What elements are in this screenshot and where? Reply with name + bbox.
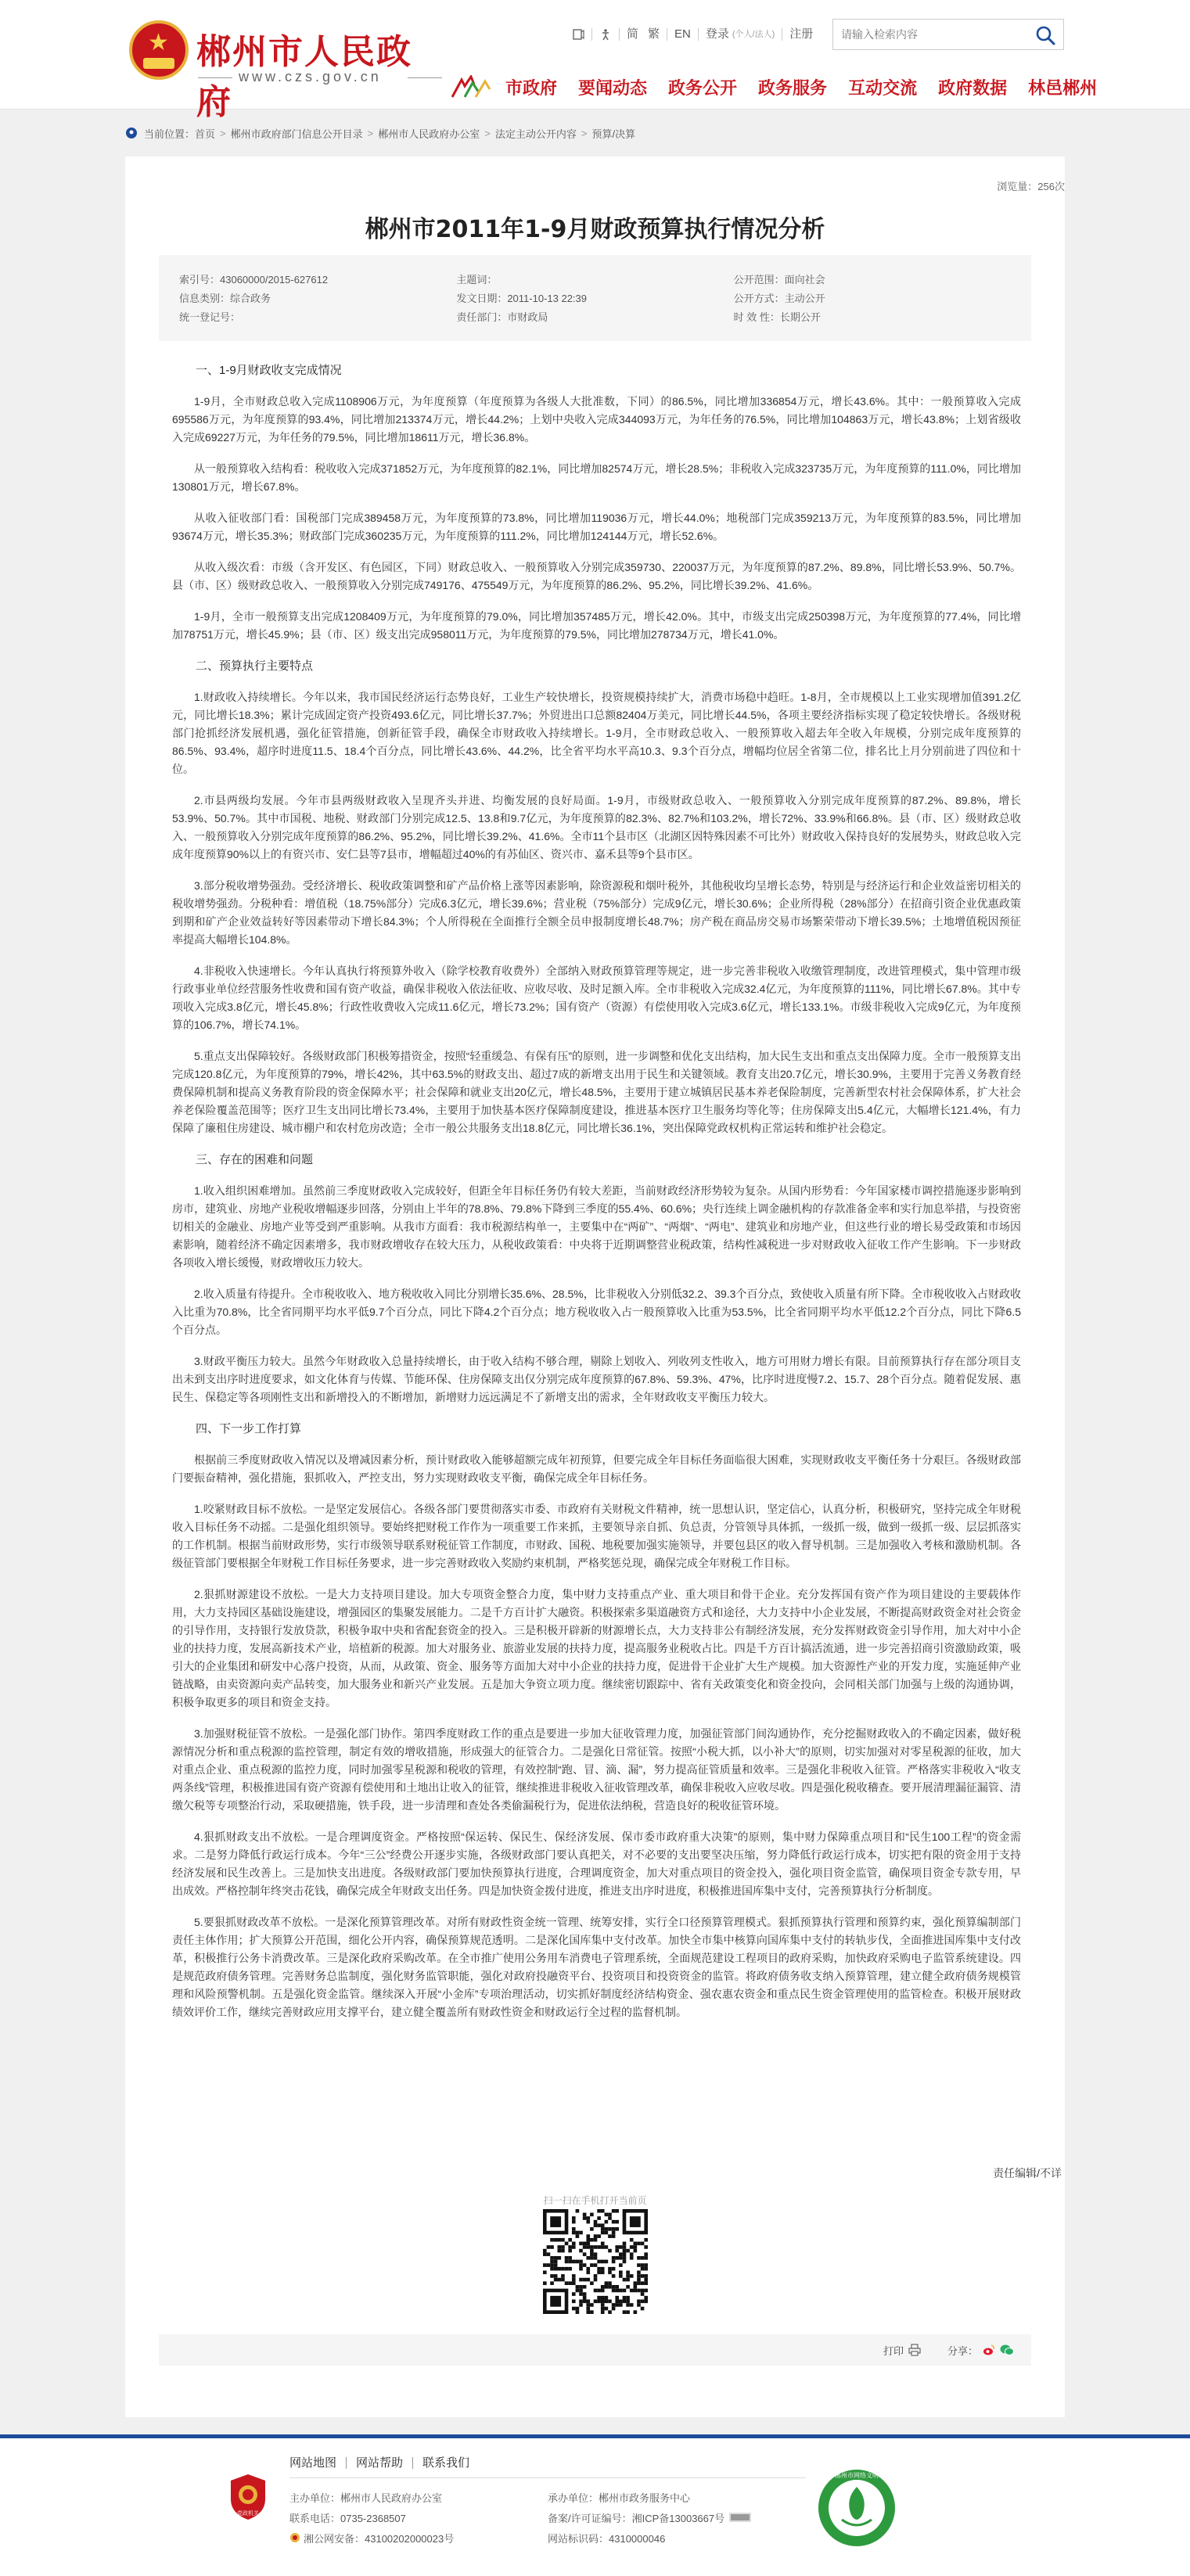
- nav-news[interactable]: 要闻动态: [578, 77, 648, 98]
- body-paragraph: 5.要狠抓财政改革不放松。一是深化预算管理改革。对所有财政性资金统一管理、统筹安排，实行全口径预算管理模式。狠抓预算执行管理和预算约束，强化预算编制部门责任主体作用；扩大预算公开范围，细化公开内容，确保预算规范透明。二是深化国库集中支付改革。加快全市集中核算向国库集中支付的转轨步伐，全面推进国库集中支付改革，积极推行公务卡消费改革。三是深化政府采购改革。在全市推广使用公务用车消费电子管理系统，全面规范建设工程项目的政府采购，加快政府采购电子监管系统建设。四是规范政府债务管理。完善财务总监制度，强化财务监管职能，强化对政府投融资平台、投资项目和投资资金的监管。将政府债务收支纳入预算管理，建立健全政府债务规模管理和风险预警机制。五是强化资金监管。继续深入开展“小金库”专项治理活动，切实抓好制度经济结构资金、强农惠农资金和重点民生资金管理使用的监管检查。积极开展财政绩效评价工作，继续完善财政应用支撑平台，建立健全覆盖所有财政性资金和财政运行全过程的监督机制。: [172, 1916, 1021, 2018]
- national-emblem-icon: [129, 20, 189, 80]
- nav-city-government[interactable]: 市政府: [505, 77, 558, 98]
- nav-government-data[interactable]: 政府数据: [938, 77, 1008, 98]
- share-label: 分享：: [947, 2344, 978, 2357]
- breadcrumb-label: 当前位置：: [144, 128, 196, 140]
- section-heading: 一、1-9月财政收支完成情况: [196, 364, 342, 377]
- article-card: [125, 156, 1065, 2417]
- body-paragraph: 3.加强财税征管不放松。一是强化部门协作。第四季度财政工作的重点是要进一步加大征收管理力度，加强征管部门间沟通协作，充分挖掘财政收入的不确定因素，做好税源情况分析和重点税源的监控管理，制定有效的增收措施，形成强大的征管合力。二是强化日常征管。按照“小税大抓，以小补大”的原则，切实加强对对零星税源的征收，加大对重点企业、重点税源的监控力度，同时加强零星税源和税收的管理，有效控制“跑、冒、滴、漏”，努力提高征管质量和效率。三是强化非税收入征管。严格落实非税收入“收支两条线”管理，积极推进国有资产资源有偿使用和土地出让收入的征管，继续推进非税收入征收管理改革，确保非税收入应收尽收。四是强化税收稽查。要开展清理漏征漏管、清缴欠税等专项整治行动，采取硬措施，铁手段，进一步清理和查处各类偷漏税行为，促进依法纳税，营造良好的税收征管环境。: [172, 1727, 1021, 1812]
- body-paragraph: 2.狠抓财源建设不放松。一是大力支持项目建设。加大专项资金整合力度，集中财力支持重点产业、重大项目和骨干企业。充分发挥国有资产作为项目建设的主要载体作用，大力支持园区基础设施建设，增强园区的集聚发展能力。二是千方百计扩大融资。积极探索多渠道融资方式和途径，大力支持中小企业发展，不断提高财政资金对社会资金的引导作用，支持银行发放贷款，积极争取中央和省配套资金的投入。三是积极开辟新的财源增长点，大力支持非公有制经济发展，充分发挥财政资金引导作用，加大对中小企业的扶持力度，发展高新技术产业，培植新的税源。加大对服务业、旅游业发展的扶持力度，提高服务业税收占比。四是千方百计搞活流通，进一步完善招商引资激励政策，吸引大的企业集团和研发中心落户投资，从而，从政策、资金、服务等方面加大对中小企业的扶持力度，促进骨干企业扩大生产规模。加大资源性产业的开发力度，实施延伸产业链战略，由卖资源向卖产品转变，加大服务业和新兴产业发展。五是加大争资立项力度。继续密切跟踪中、省有关政策变化和资金投向，会同相关部门加强与上级的沟通协调，积极争取更多的项目和资金支持。: [172, 1588, 1021, 1708]
- simplified-label: 简: [627, 27, 639, 41]
- login-label: 登录: [705, 27, 729, 41]
- nav-interaction[interactable]: 互动交流: [848, 77, 918, 98]
- breadcrumb-office[interactable]: 郴州市人民政府办公室: [378, 128, 480, 140]
- footer-help-link[interactable]: 网站帮助: [347, 2457, 413, 2469]
- site-domain: www.czs.gov.cn: [239, 69, 382, 84]
- badge-label: 党政机关: [237, 2510, 259, 2517]
- party-government-badge-icon[interactable]: [228, 2473, 268, 2521]
- footer-site-code: 网站标识码：4310000046: [548, 2532, 666, 2545]
- body-paragraph: 3.部分税收增势强劲。受经济增长、税收政策调整和矿产品价格上涨等因素影响，除资源税和烟叶税外，其他税收均呈增长态势，特别是与经济运行和企业效益密切相关的税收增势强劲。分税种看：增值税（18.75%部分）完成6.3亿元，增长39.6%；营业税（75%部分）完成9亿元，增长30.6%；企业所得税（28%部分）在招商引资企业优惠政策到期和矿产企业效益转好等因素带动下增长84.3%；个人所得税在全面推行全额全员申报制度增长48.7%；房产税在商品房交易市场繁荣带动下增长39.5%；土地增值税因预征率提高大幅增长104.8%。: [172, 879, 1021, 946]
- star-icon: ★: [148, 30, 169, 56]
- print-button[interactable]: [883, 2343, 921, 2358]
- site-footer: [0, 2434, 1190, 2576]
- body-paragraph: 4.非税收入快速增长。今年认真执行将预算外收入（除学校教育收费外）全部纳入财政预算管理等规定，进一步完善非税收入收缴管理制度，改进管理模式，集中管理市级行政事业单位经营服务性收费和国有资产收益，确保非税收入依法征收、应收尽收、及时足额入库。全市非税收入完成32.4亿元，为年度预算的111%，同比增长67.8%。其中专项收入完成3.8亿元，增长45.8%；行政性收费收入完成11.6亿元，增长73.2%；国有资产（资源）有偿使用收入完成3.6亿元，增长133.1%。市级非税收入完成9亿元，为年度预算的106.7%，增长74.1%。: [172, 965, 1021, 1031]
- footer-divider: [289, 2477, 806, 2478]
- body-paragraph: 从一般预算收入结构看：税收收入完成371852万元，为年度预算的82.1%，同比增加82574万元，增长28.5%；非税收入完成323735万元，为年度预算的111.0%，同比增加130801万元，增长67.8%。: [172, 462, 1021, 493]
- nav-linyi-chenzhou[interactable]: 林邑郴州: [1028, 77, 1098, 98]
- search-icon[interactable]: [1035, 25, 1055, 45]
- section-heading: 四、下一步工作打算: [196, 1422, 302, 1435]
- footer-links: [289, 2457, 479, 2469]
- responsible-editor: 责任编辑/不详: [993, 2167, 1062, 2179]
- site-header: [0, 0, 1190, 122]
- footer-phone: 联系电话：0735-2368507: [289, 2512, 406, 2524]
- footer-host: 主办单位：郴州市人民政府办公室: [289, 2492, 443, 2504]
- body-paragraph: 从收入征收部门看：国税部门完成389458万元，为年度预算的73.8%，同比增加119036万元，增长44.0%；地税部门完成359213万元，为年度预算的83.5%，同比增加93674万元，增长35.3%；财政部门完成360235万元，为年度预算的111.2%，同比增加124144万元，增长52.6%。: [172, 512, 1021, 542]
- footer-undertake: 承办单位：郴州市政务服务中心: [548, 2492, 691, 2504]
- meta-dept: 责任部门：市财政局: [456, 311, 548, 323]
- printer-icon: [908, 2344, 921, 2356]
- breadcrumb-separator: >: [220, 127, 226, 139]
- meta-scope: 公开范围：面向社会: [733, 273, 825, 286]
- article-title: 郴州市2011年1-9月财政预算执行情况分析: [365, 216, 825, 243]
- breadcrumb-catalog[interactable]: 郴州市政府部门信息公开目录: [230, 128, 363, 140]
- footer-icp-group: [548, 2510, 806, 2525]
- breadcrumb-home[interactable]: 首页: [195, 128, 216, 140]
- body-paragraph: 1-9月，全市财政总收入完成1108906万元，为年度预算（年度预算为各级人大批准数，下同）的86.5%，同比增加336854万元，增长43.6%。其中：一般预算收入完成695586万元，为年度预算的93.4%，同比增加213374万元，增长44.2%；上划中央收入完成344093万元，为年任务的76.5%，同比增加104863万元，增长43.8%；上划省级收入完成69227万元，为年任务的79.5%，同比增加18611万元，增长36.8%。: [172, 395, 1021, 444]
- police-badge-icon: [289, 2532, 300, 2543]
- simplified-chinese-link[interactable]: [620, 28, 667, 41]
- network-civilization-seal-icon[interactable]: [817, 2468, 897, 2548]
- article-body: [172, 361, 1021, 2035]
- meta-code: 统一登记号：: [179, 311, 241, 323]
- english-link[interactable]: EN: [667, 28, 699, 41]
- qr-label: 扫一扫在手机打开当前页: [543, 2195, 647, 2206]
- meta-index-no: 索引号：43060000/2015-627612: [179, 273, 329, 286]
- breadcrumb-separator: >: [367, 127, 374, 139]
- breadcrumb: [125, 124, 635, 142]
- body-paragraph: 2.收入质量有待提升。全市税收收入、地方税收收入同比分别增长35.6%、28.5%，比非税收入分别低32.2、39.3个百分点，致使收入质量有所下降。全市税收收入占财政收入比重为70.8%，比全省同期平均水平低9.7个百分点，同比下降4.2个百分点；地方税收收入占一般预算收入比重为53.5%，比全省同期平均水平低12.2个百分点，同比下降6.5个百分点。: [172, 1288, 1021, 1336]
- body-paragraph: 4.狠抓财政支出不放松。一是合理调度资金。严格按照“保运转、保民生、保经济发展、保市委市政府重大决策”的原则，集中财力保障重点项目和“民生100工程”的资金需求。二是努力降低行政运行成本。今年“三公”经费公开逐步实施，各级财政部门要认真把关，对不必要的支出要坚决压缩，努力降低行政运行成本，切实把有限的资金用于支持经济发展和民生改善上。三是加快支出进度。各级财政部门要加快预算执行进度，合理调度资金，加大对重点项目的资金投入，强化项目资金监管，确保项目资金专款专用，早出成效。严格控制年终突击花钱，确保完成全年财政支出任务。四是加快资金拨付进度，推进支出序时进度，积极推进国库集中支付，完善预算执行分析制度。: [172, 1831, 1021, 1897]
- article-actions: [159, 2334, 1031, 2366]
- seal-label: 郴州市网络文明: [835, 2472, 879, 2479]
- footer-contact-link[interactable]: 联系我们: [422, 2456, 470, 2470]
- login-link[interactable]: [699, 28, 782, 41]
- breadcrumb-separator: >: [484, 127, 491, 139]
- footer-police[interactable]: 湘公网安备：43100202000023号: [304, 2532, 455, 2545]
- accessibility-icon[interactable]: [592, 28, 620, 41]
- share-group: [947, 2343, 1014, 2358]
- search-input[interactable]: [841, 26, 1029, 43]
- footer-info: [289, 2487, 806, 2548]
- breadcrumb-separator: >: [581, 127, 588, 139]
- emblem-base: [143, 58, 174, 69]
- wechat-icon[interactable]: [1000, 2344, 1014, 2356]
- domain-divider-right: [408, 77, 442, 78]
- breadcrumb-legal-content[interactable]: 法定主动公开内容: [494, 128, 577, 140]
- elderly-mode-icon[interactable]: [565, 28, 592, 41]
- footer-icp[interactable]: 备案/许可证编号：湘ICP备13003667号: [548, 2512, 725, 2524]
- meta-method: 公开方式：主动公开: [733, 292, 825, 304]
- domain-divider-left: [198, 77, 232, 78]
- location-icon: [125, 127, 138, 139]
- body-paragraph: 1.咬紧财政目标不放松。一是坚定发展信心。各级各部门要贯彻落实市委、市政府有关财税文件精神，统一思想认识，坚定信心，认真分析，积极研究，坚持完成全年财税收入目标任务不动摇。二是强化组织领导。要始终把财税工作作为一项重要工作来抓，主要领导亲自抓、负总责，分管领导具体抓，一级抓一级，做到一级抓一级、层层抓落实的工作机制。根据当前财政形势，实行市级领导联系财税征管工作制度，市财政、国税、地税要加强实施领导，并要包县区的收入督导机制。三是加强收入考核和激励机制。各级征管部门要根据全年财税工作目标任务要求，进一步完善财政收入奖励约束机制，严格奖惩兑现，确保完成全年财税工作目标。: [172, 1503, 1021, 1569]
- qr-code-icon: [543, 2209, 648, 2314]
- site-logo[interactable]: [129, 20, 442, 122]
- view-count: 浏览量：256次: [997, 181, 1065, 192]
- nav-government-services[interactable]: 政务服务: [758, 77, 828, 98]
- register-link[interactable]: 注册: [789, 27, 814, 41]
- body-paragraph: 3.财政平衡压力较大。虽然今年财政收入总量持续增长，由于收入结构不够合理，剔除上划收入、列收列支性收入，地方可用财力增长有限。目前预算执行存在部分项目支出未到支出序时进度要求，如文化体育与传媒、节能环保、住房保障支出仅分别完成年度预算的67.8%、59.3%、47%，比序时进度慢7.2、15.7、28个百分点。随着促发展、惠民生、保稳定等各项刚性支出和新增投入的不断增加，新增财力远远满足不了新增支出的需求，全年财政收支平衡压力较大。: [172, 1355, 1021, 1403]
- body-paragraph: 根据前三季度财政收入情况以及增减因素分析，预计财政收入能够超额完成年初预算，但要完成全年目标任务面临很大困难，实现财政收支平衡任务十分艰巨。各级财政部门要振奋精神，强化措施，狠抓收入，严控支出，努力实现财政收支平衡，确保完成全年目标任务。: [172, 1453, 1021, 1484]
- site-title: 郴州市人民政府: [196, 32, 412, 122]
- utility-links: [565, 23, 820, 45]
- print-label: 打印: [883, 2344, 904, 2357]
- meta-date: 发文日期：2011-10-13 22:39: [456, 292, 588, 304]
- section-heading: 三、存在的困难和问题: [196, 1153, 314, 1166]
- meta-subject: 主题词：: [456, 273, 498, 286]
- search-box: [832, 19, 1064, 50]
- footer-police-group: [289, 2531, 548, 2545]
- body-paragraph: 5.重点支出保障较好。各级财政部门积极筹措资金，按照“轻重缓急、有保有压”的原则，进一步调整和优化支出结构，加大民生支出和重点支出保障力度。全市一般预算支出完成120.8亿元，为年度预算的79%，增长42%，其中63.5%的财政支出、超过7成的新增支出用于民生和关键领域。教育支出20.7亿元，增长30.9%，主要用于完善义务教育经费保障机制和提高义务教育阶段的资金保障水平；社会保障和就业支出20亿元，增长48.5%，主要用于建立城镇居民基本养老保险制度，完善新型农村社会保障体系，扩大社会养老保险覆盖范围等；医疗卫生支出同比增长73.4%，主要用于加快基本医疗保障制度建设，推进基本医疗卫生服务均等化等；住房保障支出5.4亿元，大幅增长121.4%，有力保障了廉租住房建设、城市棚户和农村危房改造；全市一般公共服务支出18.8亿元，同比增长36.1%，突出保障党政权机构正常运转和维护社会稳定。: [172, 1050, 1021, 1134]
- section-heading: 二、预算执行主要特点: [196, 659, 314, 673]
- body-paragraph: 2.市县两级均发展。今年市县两级财政收入呈现齐头并进、均衡发展的良好局面。1-9月，市级财政总收入、一般预算收入分别完成年度预算的87.2%、89.8%，增长53.9%、50.7%。其中市国税、地税、财政部门分别完成12.5、13.8和9.7亿元，为年度预算的82.3%、82.7%和103.2%，增长72%、33.9%和66.8%。县（市、区）级财政总收入、一般预算收入分别完成年度预算的86.2%、95.2%，同比增长39.2%、41.6%。全市11个县市区（北湖区因特殊因素不可比外）财政收入保持良好的发展势头，财政总收入完成年度预算90%以上的有资兴市、安仁县等7县市，增幅超过40%的有苏仙区、资兴市、嘉禾县等9个县市区。: [172, 794, 1021, 860]
- footer-sitemap-link[interactable]: 网站地图: [289, 2457, 347, 2469]
- body-paragraph: 从收入级次看：市级（含开发区、有色园区，下同）财政总收入、一般预算收入分别完成359730、220037万元，为年度预算的87.2%、89.8%，同比增长53.9%、50.7%。县（市、区）级财政总收入、一般预算收入分别完成749176、475549万元，为年度预算的86.2%、95.2%，同比增长39.2%、41.6%。: [172, 561, 1021, 591]
- login-sub-label: (个人/法人): [732, 30, 775, 39]
- article-meta: [159, 255, 1031, 341]
- traditional-label[interactable]: 繁: [648, 27, 660, 41]
- body-paragraph: 1.收入组织困难增加。虽然前三季度财政收入完成较好，但距全年目标任务仍有较大差距，当前财政经济形势较为复杂。从国内形势看：今年国家楼市调控措施逐步影响到房市，建筑业、房地产业税收增幅逐步回落，分别由上半年的78.8%、79.8%下降到三季度的55.4%、60.6%；央行连续上调金融机构的存款准备金率和实行加息举措，与投资密切相关的金融业、房地产业等受到严重影响。从我市方面看：我市税源结构单一，主要集中在“两矿”、“两烟”、“两电”、建筑业和房地产业，但这些行业的增长易受政策和市场因素影响，随着经济不确定因素增多，我市财政增收存在较大压力，从税收政策看：中央将于近期调整营业税政策，结构性减税进一步对财政收入征收工作产生影响。下一步财政各项收入增长缓慢，财政增收压力较大。: [172, 1184, 1021, 1269]
- body-paragraph: 1-9月，全市一般预算支出完成1208409万元，为年度预算的79.0%，同比增加357485万元，增长42.0%。其中，市级支出完成250398万元，为年度预算的77.4%，同比增加78751万元，增长45.9%；县（市、区）级支出完成958011万元，为年度预算的79.5%，同比增加278734万元，增长41.0%。: [172, 610, 1021, 641]
- breadcrumb-budget[interactable]: 预算/决算: [591, 128, 636, 140]
- nav-government-affairs-open[interactable]: 政务公开: [668, 77, 738, 98]
- weibo-icon[interactable]: [983, 2344, 995, 2356]
- meta-category: 信息类别：综合政务: [179, 292, 271, 304]
- body-paragraph: 1.财政收入持续增长。今年以来，我市国民经济运行态势良好，工业生产较快增长，投资规模持续扩大，消费市场稳中趋旺。1-8月，全市规模以上工业实现增加值391.2亿元，同比增长18.3%；累计完成固定资产投资493.6亿元，同比增长37.7%；外贸进出口总额82404万美元，同比增长44.5%，各项主要经济指标实现了稳定较快增长。各级财税部门抢抓经济发展机遇，强化征管措施，创新征管手段，确保全市财政收入持续增长。1-9月，全市财政总收入、一般预算收入超去年全收入年规模，分别完成年度预算的86.5%、93.4%，超序时进度11.5、18.4个百分点，同比增长43.6%、44.2%，比全省平均水平高10.3、9.3个百分点，增幅均位居全省第二位，排名比上月分别前进了四位和十位。: [172, 691, 1021, 775]
- main-nav: [451, 75, 1118, 99]
- icp-badge-icon: [729, 2513, 751, 2522]
- meta-validity: 时 效 性：长期公开: [733, 311, 821, 323]
- nav-decoration-icon: [451, 75, 491, 99]
